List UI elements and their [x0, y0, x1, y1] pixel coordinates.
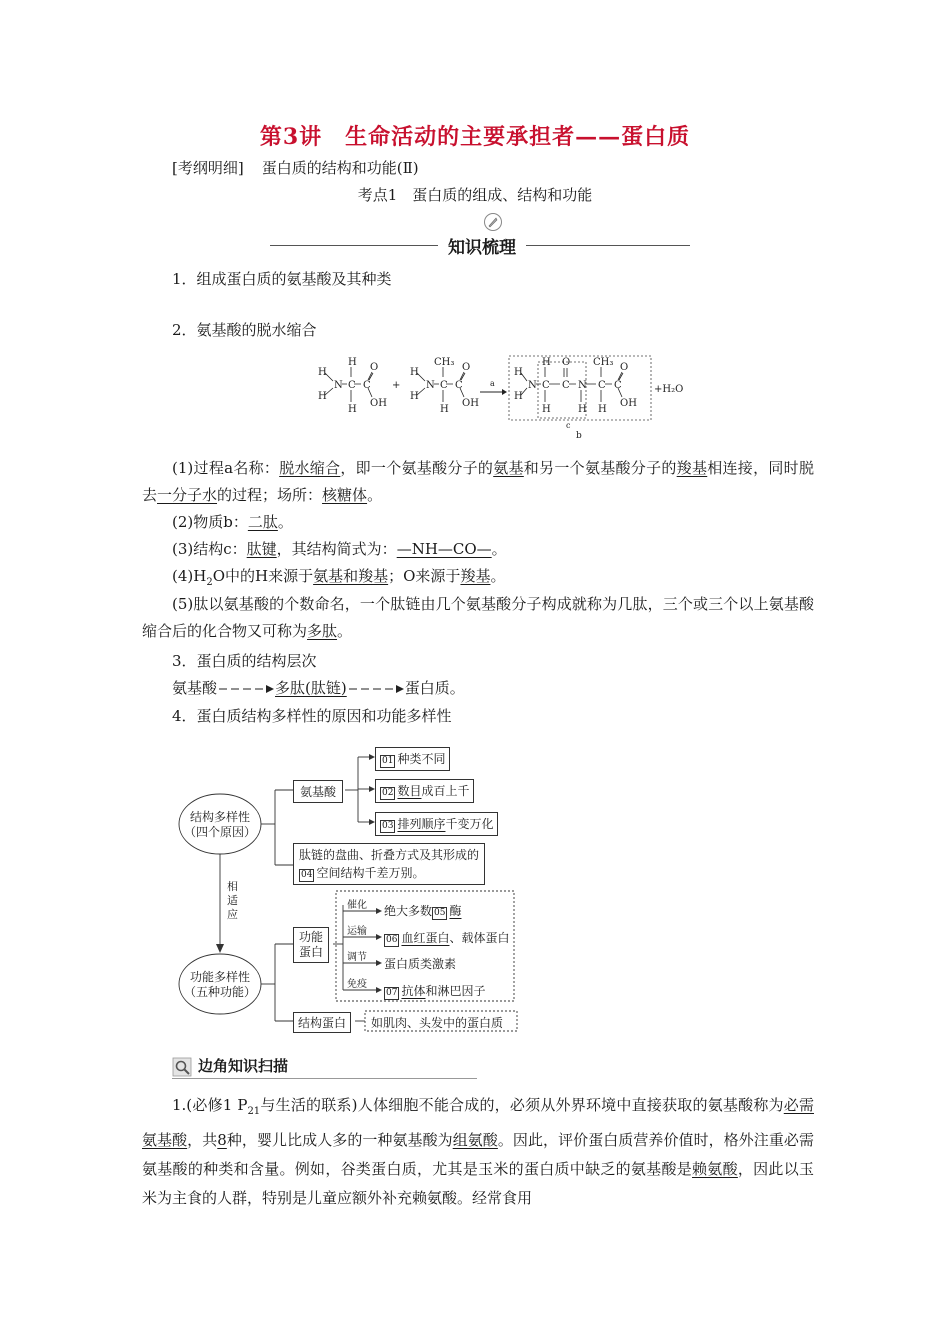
atom-h6: H [410, 391, 419, 402]
atom-c3: C [440, 380, 448, 391]
atom-c7: C [598, 380, 606, 391]
magnifier-icon [172, 1057, 192, 1077]
dipeptide [514, 357, 637, 441]
reaction-arrow [480, 379, 507, 395]
atom-o3: O [562, 357, 571, 368]
reason-1-box: 01 种类不同 [375, 747, 450, 771]
edge-heading-rule [172, 1078, 477, 1079]
structural-protein-example: 如肌肉、头发中的蛋白质 [371, 1016, 504, 1030]
atom-h12: H [578, 404, 587, 415]
atom-n2: N [426, 380, 435, 391]
adapt-label: 相 适 应 [227, 880, 238, 921]
atom-c8: C [614, 380, 622, 391]
arrow-label-a: a [490, 379, 495, 388]
pen-icon [483, 212, 503, 232]
para-structure-c: (3)结构c：肽键，其结构简式为：—NH—CO—。 [172, 540, 507, 558]
product-water: +H₂O [654, 384, 684, 395]
outline-content: 蛋白质的结构和功能(Ⅱ) [261, 159, 419, 177]
atom-h8: H [514, 367, 523, 378]
atom-n1: N [334, 380, 343, 391]
reason-2-box: 02 数目成百上千 [375, 779, 474, 803]
label-transport: 运输 [347, 926, 367, 937]
reason-3-box: 03 排列顺序千变万化 [375, 812, 498, 836]
atom-oh3: OH [620, 398, 637, 409]
section-heading [270, 233, 690, 257]
functional-protein-box: 功能 蛋白 [293, 927, 329, 963]
label-catalysis: 催化 [347, 900, 367, 911]
atom-ch3-1: CH₃ [434, 357, 455, 368]
regulation-item: 蛋白质类激素 [384, 957, 457, 971]
atom-c4: C [455, 380, 463, 391]
para-water-source: $(4)H_2O$中的H来源于氨基和羧基；O来源于羧基。 [172, 567, 506, 588]
atom-c5: C [542, 380, 550, 391]
atom-h2: H [318, 391, 327, 402]
item-4: 4．蛋白质结构多样性的原因和功能多样性 [172, 707, 452, 725]
atom-h11: H [542, 404, 551, 415]
label-c: c [566, 421, 571, 430]
exam-outline [172, 157, 419, 178]
structure-chain: 氨基酸 多肽(肽链) 蛋白质。 [172, 679, 465, 697]
atom-h3: H [348, 357, 357, 368]
atom-n4: N [578, 380, 587, 391]
atom-c1: C [348, 380, 356, 391]
atom-oh2: OH [462, 398, 479, 409]
atom-c2: C [363, 380, 371, 391]
item-1: 1．组成蛋白质的氨基酸及其种类 [172, 270, 392, 288]
item-2: 2．氨基酸的脱水缩合 [172, 321, 317, 339]
atom-h4: H [348, 404, 357, 415]
atom-c6: C [562, 380, 570, 391]
atom-h1: H [318, 367, 327, 378]
catalysis-item: 绝大多数 05 酶 [384, 904, 462, 918]
structural-protein-box: 结构蛋白 [293, 1012, 351, 1033]
reason-4-box: 肽链的盘曲、折叠方式及其形成的 04 空间结构千差万别。 [293, 843, 485, 885]
amino-acid-alanine [410, 357, 479, 415]
section-heading-text: 知识梳理 [448, 238, 516, 258]
page-title: 第3讲 生命活动的主要承担者——蛋白质 [259, 124, 691, 150]
atom-o1: O [370, 362, 379, 373]
concept-map [175, 740, 535, 1040]
immunity-item: 07 抗体和淋巴因子 [386, 984, 486, 998]
amino-acid-glycine [318, 357, 387, 415]
para-substance-b: (2)物质b：二肽。 [172, 513, 293, 531]
atom-ch3-2: CH₃ [593, 357, 614, 368]
atom-oh1: OH [370, 398, 387, 409]
label-b: b [576, 431, 582, 441]
function-diversity-node: 功能多样性 （五种功能） [183, 970, 256, 999]
atom-n3: N [528, 380, 537, 391]
item-3: 3．蛋白质的结构层次 [172, 652, 317, 670]
edge-knowledge-heading [172, 1055, 288, 1077]
para-essential-amino: 1.(必修1 $P_{21}$与生活的联系)人体细胞不能合成的，必须从外界环境中直接获取的氨基酸称为必需氨基酸，共8种，婴儿比成人多的一种氨基酸为组氨酸。因此，评价蛋白质营养价值时，格外注重必需氨基酸的种类和含量。例如，谷类蛋白质，尤其是玉米的蛋白质中缺乏的氨基酸是赖氨酸，因此以玉米为主食的人群，特别是儿童应额外补充赖氨酸。经常食用 [142, 1096, 814, 1207]
structure-diversity-node: 结构多样性 （四个原因） [183, 810, 256, 839]
atom-h7: H [440, 404, 449, 415]
label-regulation: 调节 [347, 952, 367, 963]
transport-item: 06 血红蛋白、载体蛋白 [386, 931, 510, 945]
atom-o2: O [462, 362, 471, 373]
outline-tag: [考纲明细] [172, 159, 244, 177]
atom-h9: H [514, 391, 523, 402]
amino-acid-box: 氨基酸 [293, 780, 343, 803]
atom-h10: H [542, 357, 551, 368]
atom-o4: O [620, 362, 629, 373]
plus-sign: + [392, 380, 401, 391]
dehydration-formula [310, 352, 710, 444]
para-peptide-naming: (5)肽以氨基酸的个数命名，一个肽链由几个氨基酸分子构成就称为几肽，三个或三个以上氨基酸缩合后的化合物又可称为多肽。 [142, 595, 814, 640]
atom-h5: H [410, 367, 419, 378]
label-immunity: 免疫 [347, 979, 367, 990]
atom-h13: H [598, 404, 607, 415]
section-kaodian: 考点1 蛋白质的组成、结构和功能 [357, 186, 593, 204]
edge-knowledge-title: 边角知识扫描 [198, 1057, 289, 1075]
para-process-a: (1)过程a名称：脱水缩合，即一个氨基酸分子的氨基和另一个氨基酸分子的羧基相连接，同时脱去一分子水的过程；场所：核糖体。 [142, 459, 814, 504]
